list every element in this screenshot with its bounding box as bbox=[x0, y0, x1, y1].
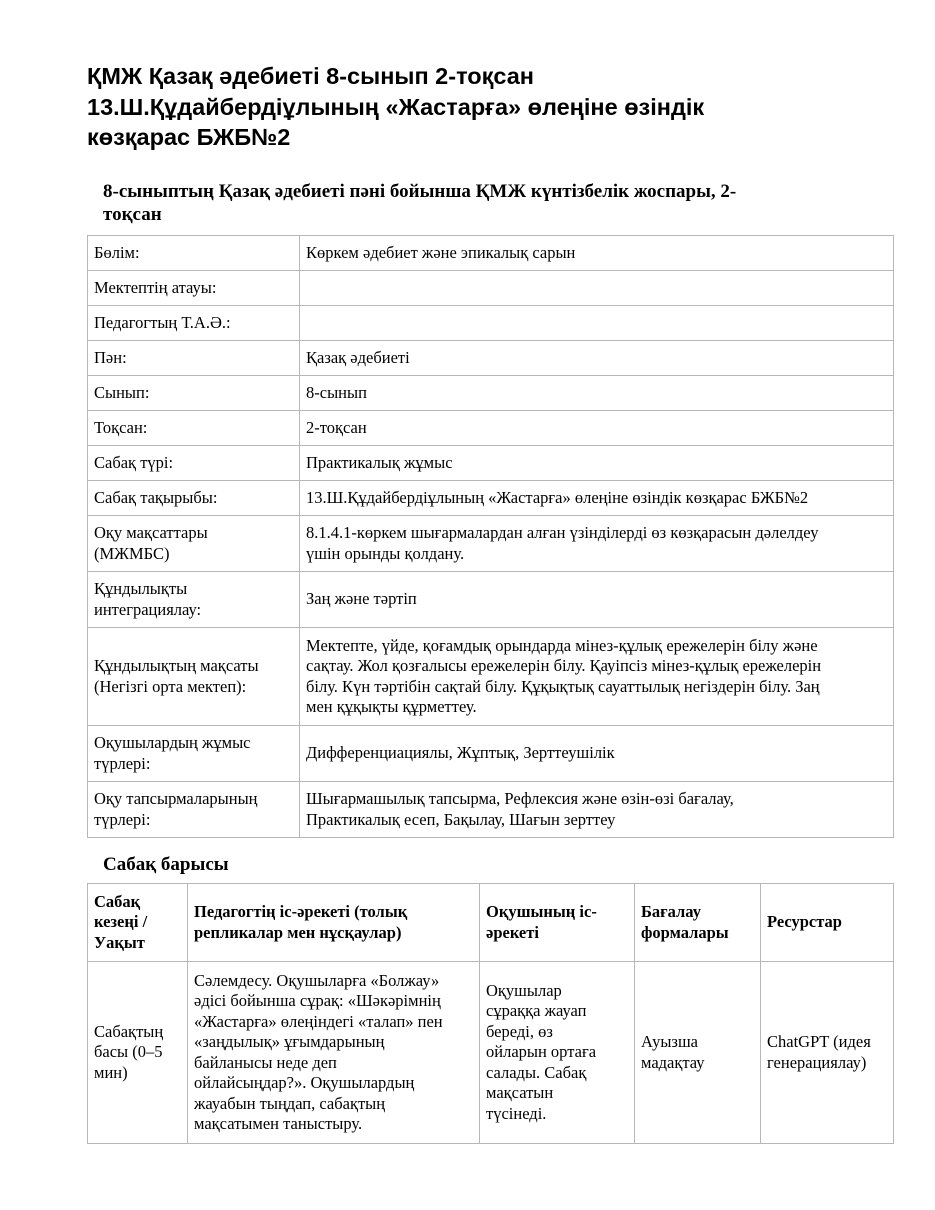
column-header-student-activity bbox=[480, 884, 635, 962]
lesson-cell-line: «Жастарға» өлеңіндегі «талап» пен bbox=[194, 1011, 443, 1031]
lesson-cell-line: ChatGPT (идея bbox=[767, 1032, 871, 1051]
lesson-cell-line: басы (0–5 bbox=[94, 1042, 163, 1062]
lesson-table-body bbox=[88, 962, 894, 1144]
info-value-line: Практикалық есеп, Бақылау, Шағын зерттеу bbox=[306, 809, 616, 829]
info-label-line: (МЖМБС) bbox=[94, 543, 170, 563]
info-value-cell bbox=[300, 481, 894, 516]
lesson-cell-teacher-activity bbox=[188, 962, 480, 1144]
info-value-line: Шығармашылық тапсырма, Рефлексия және өзін-өзі бағалау, bbox=[306, 789, 734, 808]
lesson-cell-line: әдісі бойынша сұрақ: «Шәкәрімнің bbox=[194, 991, 441, 1010]
info-row bbox=[88, 628, 894, 726]
title-line: ҚМЖ Қазақ әдебиеті 8-сынып 2-тоқсан bbox=[87, 63, 535, 89]
info-value-cell bbox=[300, 516, 894, 572]
column-header-line: Оқушының іс- bbox=[486, 902, 597, 921]
lesson-flow-heading-text: Сабақ барысы bbox=[103, 854, 229, 875]
info-label-line: Мектептің атауы: bbox=[94, 277, 217, 297]
column-header-line: Ресурстар bbox=[767, 912, 842, 932]
info-label-cell bbox=[88, 782, 300, 838]
column-header-assessment bbox=[635, 884, 761, 962]
lesson-cell-line: мин) bbox=[94, 1062, 128, 1082]
lesson-cell-line: Сәлемдесу. Оқушыларға «Болжау» bbox=[194, 970, 440, 990]
info-value-line: 2-тоқсан bbox=[306, 417, 367, 437]
info-label-line: түрлері: bbox=[94, 753, 151, 773]
info-label-line: Сабақ тақырыбы: bbox=[94, 487, 218, 507]
info-label-line: Оқу тапсырмаларының bbox=[94, 789, 258, 808]
lesson-cell-line: мақсатымен таныстыру. bbox=[194, 1114, 363, 1133]
column-header-line: Уақыт bbox=[94, 932, 145, 952]
info-table-body bbox=[88, 236, 894, 838]
lesson-info-table bbox=[87, 235, 894, 838]
info-row bbox=[88, 572, 894, 628]
lesson-cell-line: ойларын ортаға bbox=[486, 1042, 597, 1062]
info-label-line: Сабақ түрі: bbox=[94, 452, 174, 472]
info-label-cell bbox=[88, 376, 300, 411]
lesson-table-header-row bbox=[88, 884, 894, 962]
info-label-line: Оқушылардың жұмыс bbox=[94, 733, 251, 752]
lesson-cell-line: мадақтау bbox=[641, 1052, 705, 1072]
info-label-line: (Негізгі орта мектеп): bbox=[94, 676, 247, 696]
info-value-cell bbox=[300, 236, 894, 271]
info-row bbox=[88, 446, 894, 481]
info-label-cell bbox=[88, 271, 300, 306]
info-value-line: 8.1.4.1-көркем шығармалардан алған үзінділерді өз көзқарасын дәлелдеу bbox=[306, 523, 819, 542]
info-row bbox=[88, 376, 894, 411]
info-label-line: Тоқсан: bbox=[94, 417, 148, 437]
info-label-cell bbox=[88, 306, 300, 341]
info-label-line: түрлері: bbox=[94, 809, 151, 829]
info-label-cell bbox=[88, 236, 300, 271]
info-value-line: Мектепте, үйде, қоғамдық орындарда мінез-құлық ережелерін білу және bbox=[306, 635, 818, 655]
lesson-cell-line: Оқушылар bbox=[486, 980, 562, 1000]
info-value-cell bbox=[300, 446, 894, 481]
info-label-line: Сынып: bbox=[94, 382, 150, 402]
info-value-line: Заң және тәртіп bbox=[306, 589, 417, 609]
lesson-cell-line: генерациялау) bbox=[767, 1052, 867, 1072]
lesson-row bbox=[88, 962, 894, 1144]
lesson-cell-line: салады. Сабақ bbox=[486, 1062, 587, 1082]
info-value-cell bbox=[300, 306, 894, 341]
info-value-line: мен құқықты құрметтеу. bbox=[306, 697, 477, 716]
info-label-cell bbox=[88, 726, 300, 782]
lesson-cell-student-activity bbox=[480, 962, 635, 1144]
info-label-cell bbox=[88, 481, 300, 516]
info-value-cell bbox=[300, 572, 894, 628]
lesson-cell-line: мақсатын bbox=[486, 1083, 554, 1103]
column-header-resources bbox=[761, 884, 894, 962]
lesson-cell-line: Сабақтың bbox=[94, 1021, 164, 1041]
lesson-cell-line: Ауызша bbox=[641, 1032, 698, 1051]
column-header-line: Бағалау bbox=[641, 902, 701, 921]
info-value-line: 8-сынып bbox=[306, 382, 367, 402]
info-label-line: интеграциялау: bbox=[94, 599, 202, 619]
info-row bbox=[88, 341, 894, 376]
info-label-line: Педагогтың Т.А.Ә.: bbox=[94, 312, 231, 332]
title-line: 13.Ш.Құдайбердіұлының «Жастарға» өлеңіне өзіндік bbox=[87, 93, 705, 120]
info-row bbox=[88, 236, 894, 271]
info-label-cell bbox=[88, 341, 300, 376]
info-value-cell bbox=[300, 628, 894, 726]
plan-heading-line: 8-сыныптың Қазақ әдебиеті пәні бойынша ҚМЖ күнтізбелік жоспары, 2- bbox=[103, 181, 737, 202]
info-label-line: Пән: bbox=[94, 347, 127, 367]
info-row bbox=[88, 782, 894, 838]
info-value-line: Практикалық жұмыс bbox=[306, 452, 453, 472]
lesson-flow-table bbox=[87, 883, 894, 1144]
info-value-line: сақтау. Жол қозғалысы ережелерін білу. Қауіпсіз мінез-құлық ережелерін bbox=[306, 656, 822, 675]
info-value-line: білу. Күн тәртібін сақтай білу. Құқықтық сауаттылық негіздерін білу. Заң bbox=[306, 676, 820, 696]
column-header-line: репликалар мен нұсқаулар) bbox=[194, 922, 402, 942]
info-row bbox=[88, 306, 894, 341]
info-label-line: Құндылықтың мақсаты bbox=[94, 656, 259, 675]
lesson-cell-line: түсінеді. bbox=[486, 1103, 547, 1123]
info-label-cell bbox=[88, 572, 300, 628]
info-value-line: Дифференциациялы, Жұптық, Зерттеушілік bbox=[306, 743, 615, 763]
title-line: көзқарас БЖБ№2 bbox=[87, 124, 291, 150]
info-value-line: үшін орынды қолдану. bbox=[306, 543, 465, 563]
info-label-cell bbox=[88, 628, 300, 726]
column-header-line: Педагогтің іс-әрекеті (толық bbox=[194, 902, 408, 921]
lesson-cell-line: жауабын тыңдап, сабақтың bbox=[194, 1093, 386, 1113]
lesson-cell-stage-time bbox=[88, 962, 188, 1144]
info-value-cell bbox=[300, 726, 894, 782]
info-value-cell bbox=[300, 271, 894, 306]
column-header-line: әрекеті bbox=[486, 922, 539, 942]
column-header-stage-time bbox=[88, 884, 188, 962]
lesson-flow-heading bbox=[103, 853, 863, 876]
info-value-cell bbox=[300, 782, 894, 838]
info-row bbox=[88, 411, 894, 446]
plan-heading-line: тоқсан bbox=[103, 204, 162, 225]
info-value-cell bbox=[300, 376, 894, 411]
info-value-cell bbox=[300, 411, 894, 446]
info-label-cell bbox=[88, 446, 300, 481]
info-label-line: Оқу мақсаттары bbox=[94, 523, 208, 542]
lesson-cell-line: ойлайсыңдар?». Оқушылардың bbox=[194, 1073, 415, 1092]
lesson-cell-line: береді, өз bbox=[486, 1021, 553, 1041]
lesson-cell-line: сұраққа жауап bbox=[486, 1001, 587, 1021]
info-value-line: Қазақ әдебиеті bbox=[306, 347, 410, 367]
lesson-cell-line: байланысы неде деп bbox=[194, 1052, 337, 1072]
lesson-cell-line: «заңдылық» ұғымдарының bbox=[194, 1032, 385, 1051]
column-header-line: Сабақ bbox=[94, 891, 141, 911]
info-value-line: 13.Ш.Құдайбердіұлының «Жастарға» өлеңіне өзіндік көзқарас БЖБ№2 bbox=[306, 487, 809, 507]
document-title bbox=[87, 61, 887, 153]
column-header-line: формалары bbox=[641, 922, 729, 942]
info-label-line: Бөлім: bbox=[94, 242, 140, 262]
info-label-cell bbox=[88, 516, 300, 572]
info-row bbox=[88, 726, 894, 782]
info-row bbox=[88, 516, 894, 572]
info-label-cell bbox=[88, 411, 300, 446]
info-row bbox=[88, 271, 894, 306]
column-header-line: кезеңі / bbox=[94, 912, 148, 932]
column-header-teacher-activity bbox=[188, 884, 480, 962]
lesson-cell-assessment bbox=[635, 962, 761, 1144]
info-row bbox=[88, 481, 894, 516]
info-value-cell bbox=[300, 341, 894, 376]
plan-heading bbox=[103, 180, 863, 226]
lesson-cell-resources bbox=[761, 962, 894, 1144]
info-value-line: Көркем әдебиет және эпикалық сарын bbox=[306, 242, 576, 262]
info-label-line: Құндылықты bbox=[94, 579, 188, 598]
